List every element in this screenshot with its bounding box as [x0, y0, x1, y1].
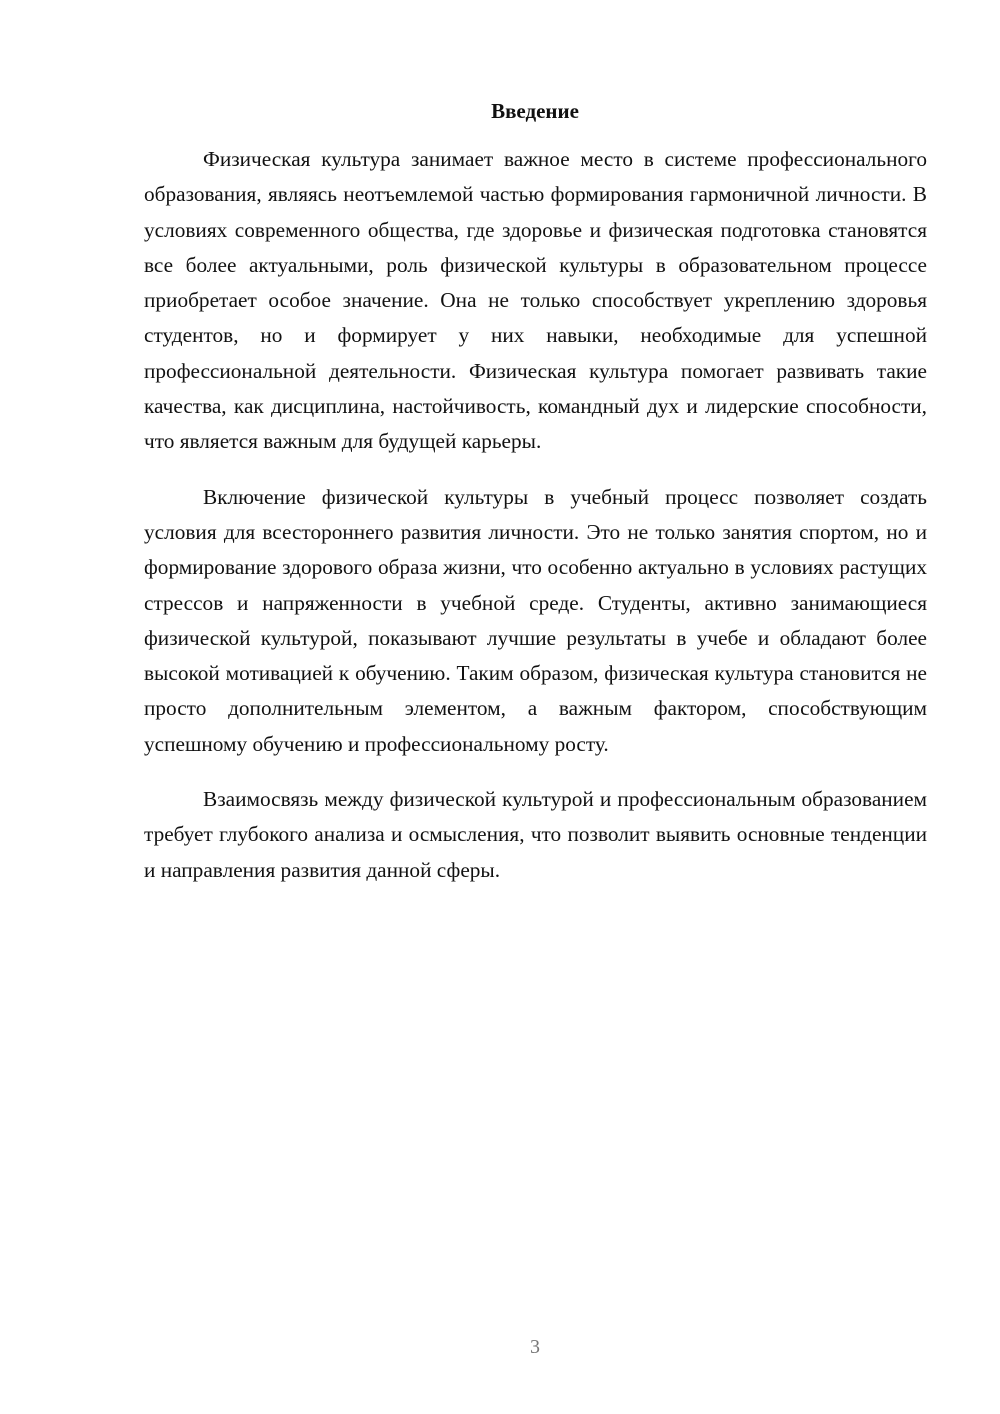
paragraph-2: Включение физической культуры в учебный процесс позволяет создать условия для всестороннего развития личности. Это не только занятия спортом, но и формирование здорового образа жизни, что особенно актуально в условиях растущих стрессов и напряженности в учебной среде. Студенты, активно занимающиеся физической культурой, показывают лучшие результаты в учебе и обладают более высокой мотивацией к обучению. Таким образом, физическая культура становится не просто дополнительным элементом, а важным фактором, способствующим успешному обучению и профессиональному росту. [144, 484, 927, 756]
body-text [144, 142, 927, 888]
page-number: 3 [530, 1336, 540, 1358]
paragraph-3: Взаимосвязь между физической культурой и профессиональным образованием требует глубокого анализа и осмысления, что позволит выявить основные тенденции и направления развития данной сферы. [144, 787, 927, 882]
paragraph-1: Физическая культура занимает важное место в системе профессионального образования, являясь неотъемлемой частью формирования гармоничной личности. В условиях современного общества, где здоровье и физическая подготовка становятся все более актуальными, роль физической культуры в образовательном процессе приобретает особое значение. Она не только способствует укреплению здоровья студентов, но и формирует у них навыки, необходимые для успешной профессиональной деятельности. Физическая культура помогает развивать такие качества, как дисциплина, настойчивость, командный дух и лидерские способности, что является важным для будущей карьеры. [144, 147, 927, 454]
page-title: Введение [491, 99, 579, 123]
